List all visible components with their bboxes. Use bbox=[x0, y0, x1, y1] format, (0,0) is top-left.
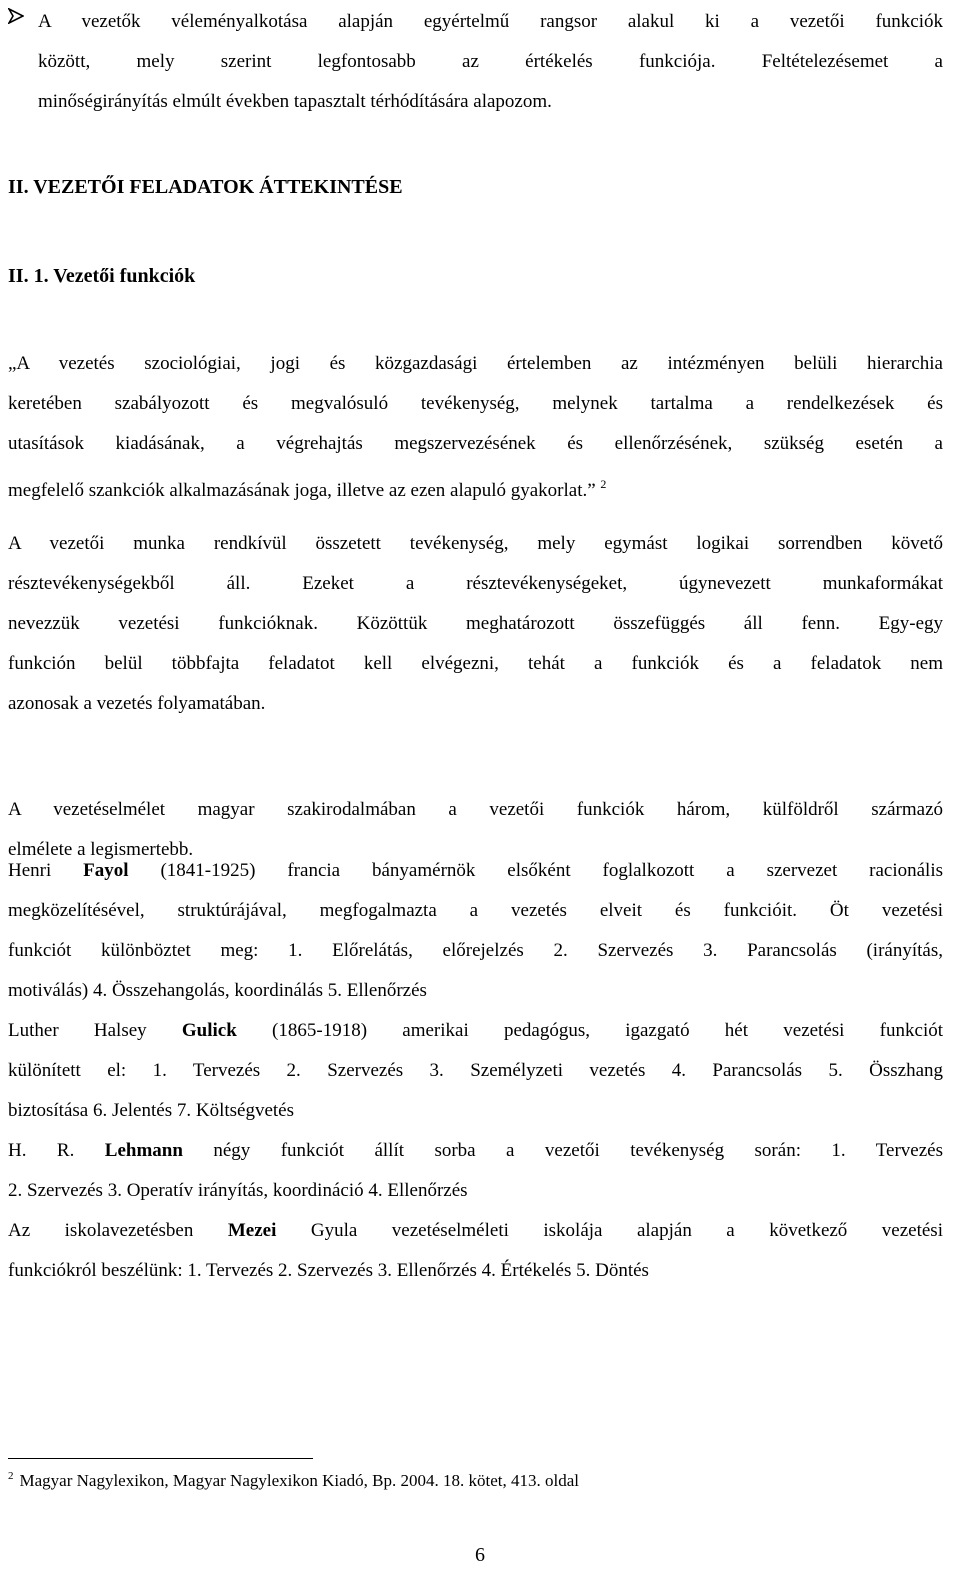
text-line: A vezetők véleményalkotása alapján egyértelmű rangsor alakul ki a vezetői funkciók bbox=[38, 11, 943, 32]
footnote-reference[interactable]: 2 bbox=[600, 477, 607, 491]
text-line: A vezetéselmélet magyar szakirodalmában a vezetői funkciók három, külföldről származó bbox=[8, 799, 943, 820]
text-line: nevezzük vezetési funkcióknak. Közöttük meghatározott összefüggés áll fenn. Egy-egy bbox=[8, 613, 943, 634]
text-line: keretében szabályozott és megvalósuló tevékenység, melynek tartalma a rendelkezések és bbox=[8, 393, 943, 414]
text-line: funkciókról beszélünk: 1. Tervezés 2. Szervezés 3. Ellenőrzés 4. Értékelés 5. Döntés bbox=[8, 1260, 649, 1281]
gulick-paragraph bbox=[8, 1011, 943, 1131]
section-heading: II. VEZETŐI FELADATOK ÁTTEKINTÉSE bbox=[8, 176, 403, 198]
lehmann-prefix: H. R. bbox=[8, 1140, 105, 1161]
quote-last-line: megfelelő szankciók alkalmazásának joga, illetve az ezen alapuló gyakorlat.” bbox=[8, 480, 596, 501]
text-line: funkción belül többfajta feladatot kell elvégezni, tehát a funkciók és a feladatok nem bbox=[8, 653, 943, 674]
text-line: azonosak a vezetés folyamatában. bbox=[8, 693, 266, 714]
fayol-prefix: Henri bbox=[8, 860, 84, 881]
text-line: különített el: 1. Tervezés 2. Szervezés 3. Személyzeti vezetés 4. Parancsolás 5. Összhang bbox=[8, 1060, 943, 1081]
mezei-line-rest: Gyula vezetéselméleti iskolája alapján a következő vezetési bbox=[276, 1220, 943, 1241]
author-name-lehmann: Lehmann bbox=[104, 1140, 183, 1161]
mezei-prefix: Az iskolavezetésben bbox=[8, 1220, 228, 1241]
fayol-line-rest: (1841-1925) francia bányamérnök elsőként foglalkozott a szervezet racionális bbox=[128, 860, 943, 881]
text-line: A vezetői munka rendkívül összetett tevékenység, mely egymást logikai sorrendben követő bbox=[8, 533, 943, 554]
text-line: elmélete a legismertebb. bbox=[8, 839, 194, 860]
lehmann-paragraph bbox=[8, 1131, 943, 1211]
text-line bbox=[8, 1211, 943, 1251]
gulick-line-rest: (1865-1918) amerikai pedagógus, igazgató hét vezetési funkciót bbox=[236, 1020, 943, 1041]
footnote-number: 2 bbox=[8, 1470, 14, 1482]
subsection-heading: II. 1. Vezetői funkciók bbox=[8, 265, 196, 287]
text-line bbox=[8, 464, 943, 511]
page-number: 6 bbox=[475, 1544, 485, 1566]
arrowhead-bullet-icon bbox=[8, 8, 24, 24]
bullet-paragraph bbox=[8, 2, 943, 122]
text-line: minőségirányítás elmúlt években tapasztalt térhódítására alapozom. bbox=[38, 91, 552, 112]
text-line: utasítások kiadásának, a végrehajtás megszervezésének és ellenőrzésének, szükség esetén a bbox=[8, 433, 943, 454]
author-name-mezei: Mezei bbox=[227, 1220, 277, 1241]
lehmann-line-rest: négy funkciót állít sorba a vezetői tevékenység során: 1. Tervezés bbox=[182, 1140, 943, 1161]
text-line: megközelítésével, struktúrájával, megfogalmazta a vezetés elveit és funkcióit. Öt vezetési bbox=[8, 900, 943, 921]
functions-paragraph bbox=[8, 524, 943, 724]
text-line: motiválás) 4. Összehangolás, koordinálás 5. Ellenőrzés bbox=[8, 980, 427, 1001]
author-name-gulick: Gulick bbox=[181, 1020, 237, 1041]
text-line bbox=[8, 1011, 943, 1051]
footnote-separator bbox=[8, 1458, 313, 1459]
footnote bbox=[8, 1470, 579, 1491]
gulick-prefix: Luther Halsey bbox=[8, 1020, 182, 1041]
text-line: biztosítása 6. Jelentés 7. Költségvetés bbox=[8, 1100, 294, 1121]
text-line bbox=[8, 1131, 943, 1171]
mezei-paragraph bbox=[8, 1211, 943, 1291]
text-line: „A vezetés szociológiai, jogi és közgazdasági értelemben az intézményen belüli hierarchia bbox=[8, 353, 943, 374]
fayol-paragraph bbox=[8, 851, 943, 1011]
author-name-fayol: Fayol bbox=[83, 860, 129, 881]
text-line: között, mely szerint legfontosabb az értékelés funkciója. Feltételezésemet a bbox=[38, 51, 943, 72]
text-line: résztevékenységekből áll. Ezeket a résztevékenységeket, úgynevezett munkaformákat bbox=[8, 573, 943, 594]
text-line bbox=[8, 851, 943, 891]
text-line: 2. Szervezés 3. Operatív irányítás, koordináció 4. Ellenőrzés bbox=[8, 1180, 468, 1201]
quote-paragraph bbox=[8, 344, 943, 511]
footnote-text: Magyar Nagylexikon, Magyar Nagylexikon Kiadó, Bp. 2004. 18. kötet, 413. oldal bbox=[19, 1471, 579, 1490]
text-line: funkciót különböztet meg: 1. Előrelátás, előrejelzés 2. Szervezés 3. Parancsolás (irányítás, bbox=[8, 940, 943, 961]
